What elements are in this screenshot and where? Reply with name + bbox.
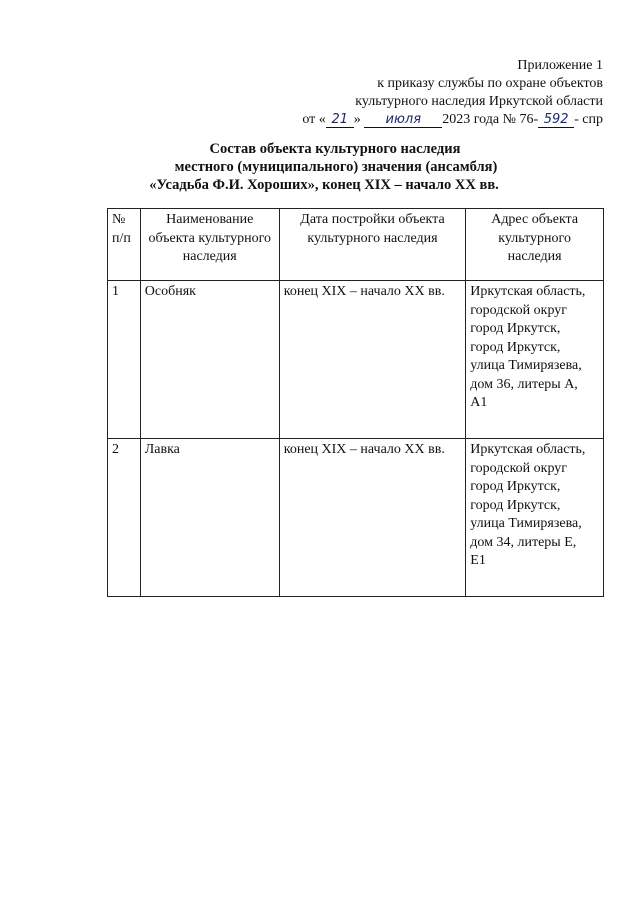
row-name: Особняк	[140, 281, 279, 439]
appendix-label: Приложение 1	[517, 58, 603, 73]
row-address: Иркутская область, городской округ город Иркутск, город Иркутск, улица Тимирязева, дом 34, литеры Е, Е1	[466, 439, 604, 597]
order-year-number-prefix: 2023 года № 76-	[442, 112, 539, 127]
row-number: 1	[108, 281, 141, 439]
table-row	[108, 439, 604, 597]
header-date: Дата постройки объекта культурного наследия	[279, 209, 466, 281]
authority-name: культурного наследия Иркутской области	[355, 94, 603, 109]
header-address: Адрес объекта культурного наследия	[466, 209, 604, 281]
document-title	[0, 140, 640, 194]
row-address: Иркутская область, городской округ город Иркутск, город Иркутск, улица Тимирязева, дом 36, литеры А, А1	[466, 281, 604, 439]
order-reference: к приказу службы по охране объектов	[377, 76, 603, 91]
order-number-suffix: - спр	[574, 112, 603, 127]
order-month: июля	[364, 113, 442, 128]
order-number: 592	[538, 113, 574, 128]
row-number: 2	[108, 439, 141, 597]
order-day: 21	[326, 113, 354, 128]
date-prefix: от «	[302, 112, 326, 127]
title-line-2: местного (муниципального) значения (ансамбля)	[174, 159, 498, 175]
row-date: конец XIX – начало XX вв.	[279, 439, 466, 597]
order-date-line	[243, 111, 603, 129]
title-line-3: «Усадьба Ф.И. Хороших», конец XIX – начало XX вв.	[149, 177, 499, 193]
table-row	[108, 281, 604, 439]
table-header-row	[108, 209, 604, 281]
header-number: № п/п	[108, 209, 141, 281]
row-date: конец XIX – начало XX вв.	[279, 281, 466, 439]
title-line-1: Состав объекта культурного наследия	[209, 141, 461, 157]
heritage-objects-table	[107, 208, 604, 597]
date-mid: »	[353, 112, 361, 127]
row-name: Лавка	[140, 439, 279, 597]
appendix-header	[243, 57, 603, 129]
header-name: Наименование объекта культурного наследия	[140, 209, 279, 281]
